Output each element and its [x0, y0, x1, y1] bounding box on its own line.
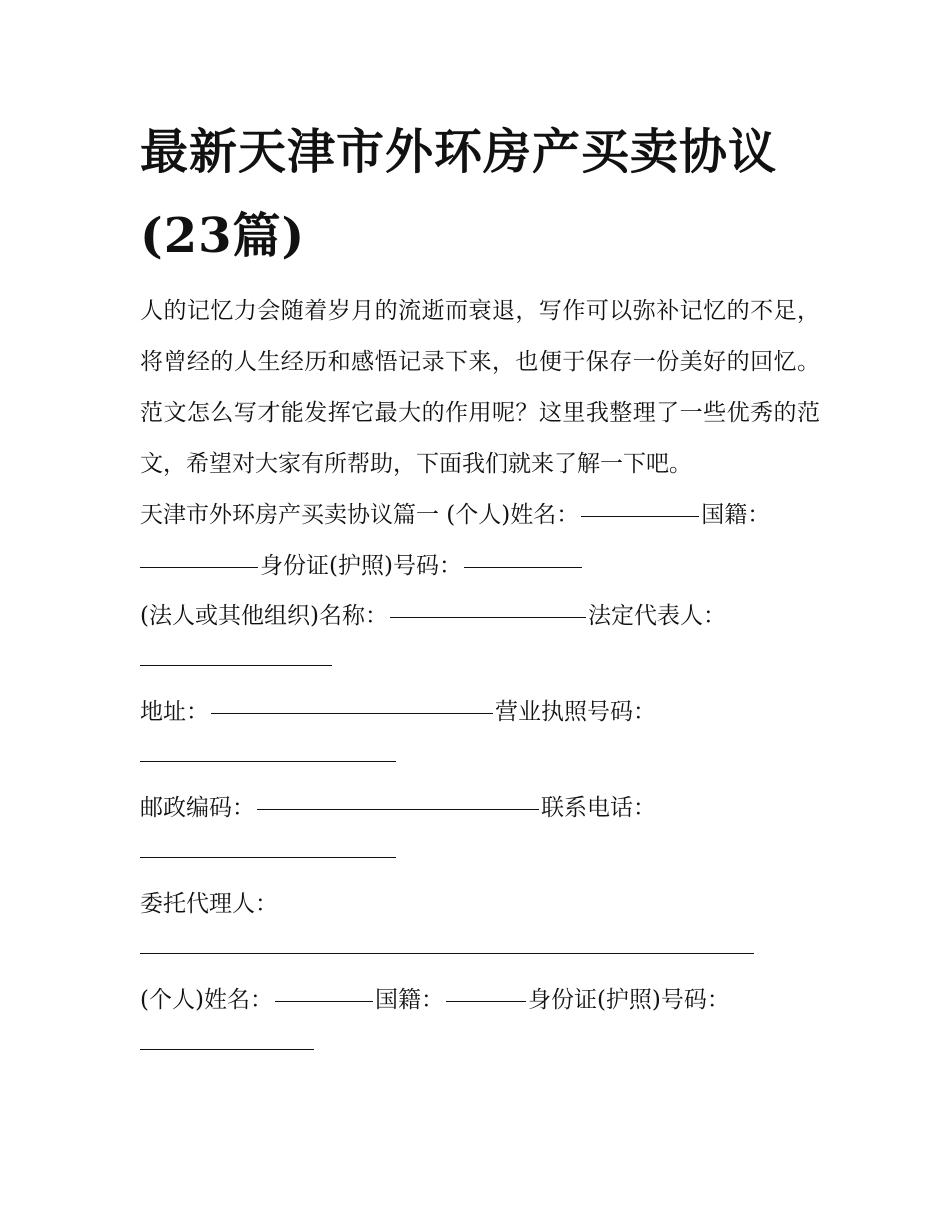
- form-line-1: [140, 490, 820, 541]
- nationality-field[interactable]: [140, 566, 258, 568]
- form-line-4: [140, 640, 820, 688]
- form-line-3: [140, 592, 820, 640]
- postcode-field[interactable]: [257, 808, 539, 810]
- document-page: [140, 110, 820, 1072]
- agent-name-field[interactable]: [275, 1000, 373, 1002]
- form-line-10: [140, 928, 820, 976]
- name-field[interactable]: [581, 515, 699, 517]
- agent-nationality-label: 国籍：: [374, 987, 444, 1013]
- form-line-12: [140, 1024, 820, 1072]
- agent-id-field[interactable]: [140, 1048, 314, 1050]
- agent-nationality-field[interactable]: [446, 1000, 526, 1002]
- id-label: 身份证(护照)号码：: [260, 553, 462, 579]
- agent-field[interactable]: [140, 952, 754, 954]
- license-label: 营业执照号码：: [495, 699, 656, 725]
- agent-label: 委托代理人：: [140, 891, 278, 917]
- form-heading: 天津市外环房产买卖协议篇一 (个人)姓名：: [140, 502, 580, 528]
- form-line-9: [140, 880, 820, 928]
- legal-rep-field[interactable]: [140, 664, 332, 666]
- nationality-label: 国籍：: [701, 502, 771, 528]
- id-field[interactable]: [464, 566, 582, 568]
- form-line-2: [140, 541, 820, 592]
- address-label: 地址：: [140, 699, 209, 725]
- form-line-5: [140, 688, 820, 736]
- org-name-field[interactable]: [390, 616, 586, 618]
- org-name-label: (法人或其他组织)名称：: [140, 603, 388, 629]
- postcode-label: 邮政编码：: [140, 795, 255, 821]
- form-line-11: [140, 976, 820, 1024]
- phone-label: 联系电话：: [541, 795, 656, 821]
- form-line-6: [140, 736, 820, 784]
- agent-name-label: (个人)姓名：: [140, 987, 273, 1013]
- intro-paragraph: 人的记忆力会随着岁月的流逝而衰退，写作可以弥补记忆的不足，将曾经的人生经历和感悟记录下来，也便于保存一份美好的回忆。范文怎么写才能发挥它最大的作用呢？这里我整理了一些优秀的范文，希望对大家有所帮助，下面我们就来了解一下吧。: [140, 298, 820, 477]
- agent-id-label: 身份证(护照)号码：: [527, 987, 730, 1013]
- document-title: 最新天津市外环房产买卖协议(23篇): [140, 124, 778, 264]
- address-field[interactable]: [211, 712, 493, 714]
- phone-field[interactable]: [140, 856, 396, 858]
- legal-rep-label: 法定代表人：: [587, 603, 726, 629]
- form-line-8: [140, 832, 820, 880]
- license-field[interactable]: [140, 760, 396, 762]
- form-line-7: [140, 784, 820, 832]
